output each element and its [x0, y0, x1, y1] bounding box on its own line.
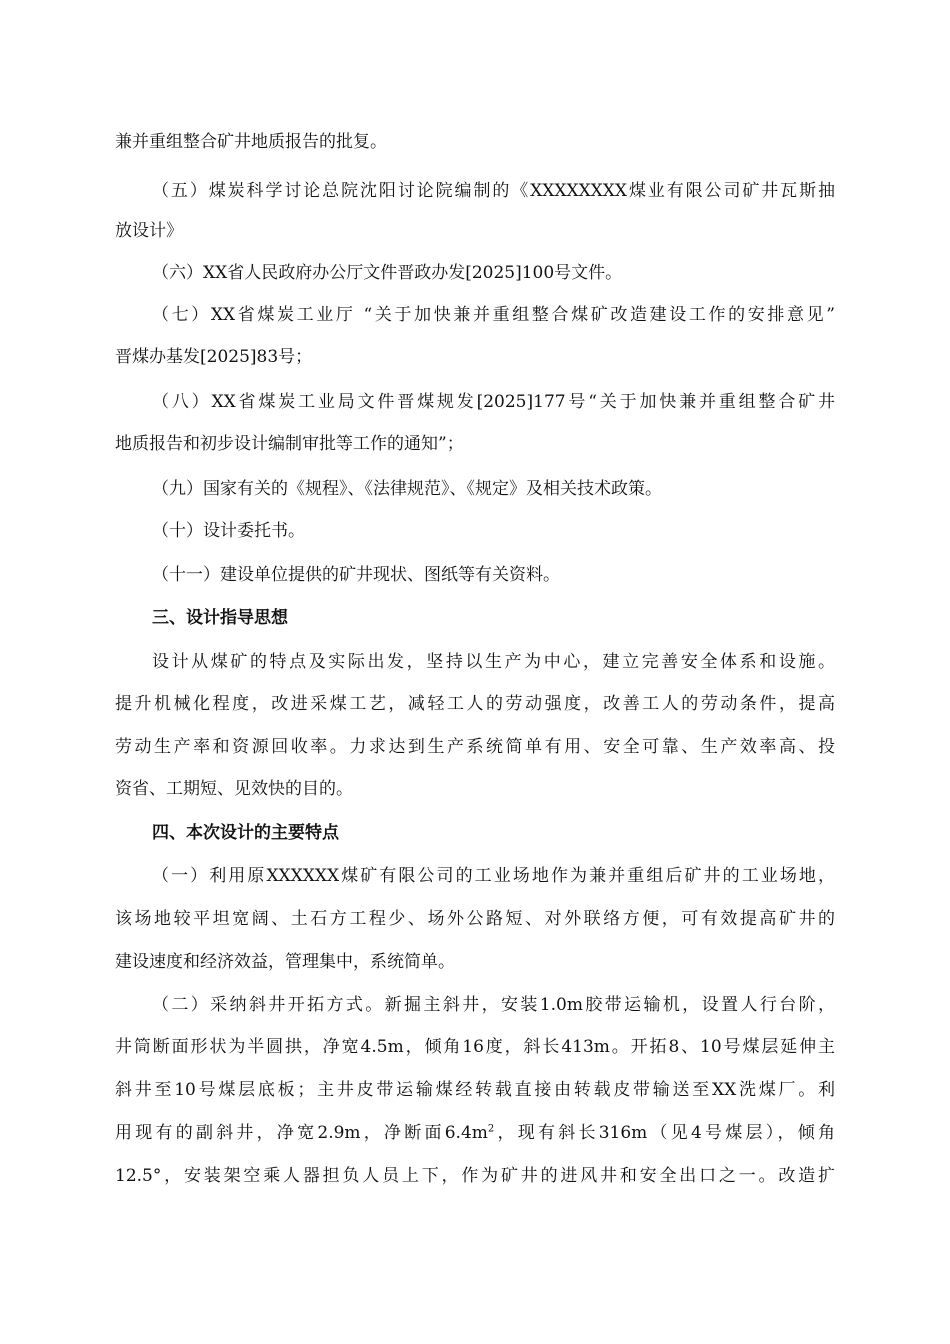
paragraph-line: （一）利用原XXXXXX煤矿有限公司的工业场地作为兼并重组后矿井的工业场地，	[152, 866, 835, 886]
superscript: 2	[487, 1123, 495, 1135]
paragraph-line: （二）采纳斜井开拓方式。新掘主斜井，安装1.0m胶带运输机，设置人行台阶，	[152, 995, 835, 1015]
paragraph-line: 建设速度和经济效益，管理集中，系统简单。	[115, 952, 455, 972]
paragraph-line: 斜井至10号煤层底板；主井皮带运输煤经转载直接由转载皮带输送至XX洗煤厂。利	[115, 1080, 835, 1100]
paragraph-line: （六）XX省人民政府办公厅文件晋政办发[2025]100号文件。	[152, 263, 623, 283]
line-text: ，现有斜长316m（见4号煤层），倾角	[494, 1123, 835, 1143]
paragraph-line: 地质报告和初步设计编制审批等工作的通知”；	[115, 434, 464, 454]
paragraph-line: 该场地较平坦宽阔、土石方工程少、场外公路短、对外联络方便，可有效提高矿井的	[115, 909, 835, 929]
paragraph-line: （七）XX省煤炭工业厅 “关于加快兼并重组整合煤矿改造建设工作的安排意见”	[152, 305, 835, 325]
paragraph-line: 劳动生产率和资源回收率。力求达到生产系统简单有用、安全可靠、生产效率高、投	[115, 737, 835, 757]
paragraph-line: 提升机械化程度，改进采煤工艺，减轻工人的劳动强度，改善工人的劳动条件，提高	[115, 694, 835, 714]
paragraph-line: 兼并重组整合矿井地质报告的批复。	[115, 132, 387, 152]
paragraph-line: （九）国家有关的《规程》、《法律规范》、《规定》及相关技术政策。	[152, 479, 662, 499]
paragraph-line: 晋煤办基发[2025]83号；	[115, 347, 313, 367]
paragraph-line: （五）煤炭科学讨论总院沈阳讨论院编制的《XXXXXXXX煤业有限公司矿井瓦斯抽	[152, 181, 835, 201]
paragraph-line: 12.5°，安装架空乘人器担负人员上下，作为矿井的进风井和安全出口之一。改造扩	[115, 1166, 835, 1186]
paragraph-line: （十一）建设单位提供的矿井现状、图纸等有关资料。	[152, 565, 560, 585]
paragraph-line: 放设计》	[115, 221, 183, 241]
section-heading: 三、设计指导思想	[152, 608, 288, 628]
paragraph-line: 井筒断面形状为半圆拱，净宽4.5m，倾角16度，斜长413m。开拓8、10号煤层延伸主	[115, 1037, 835, 1057]
paragraph-line	[115, 1122, 835, 1144]
paragraph-line: （八）XX省煤炭工业局文件晋煤规发[2025]177号“关于加快兼并重组整合矿井	[152, 392, 835, 412]
paragraph-line: 资省、工期短、见效快的目的。	[115, 779, 353, 799]
section-heading: 四、本次设计的主要特点	[152, 823, 339, 843]
paragraph-line: （十）设计委托书。	[152, 521, 305, 541]
line-text: 用现有的副斜井，净宽2.9m，净断面6.4m	[115, 1123, 488, 1143]
paragraph-line: 设计从煤矿的特点及实际出发，坚持以生产为中心，建立完善安全体系和设施。	[152, 652, 835, 672]
